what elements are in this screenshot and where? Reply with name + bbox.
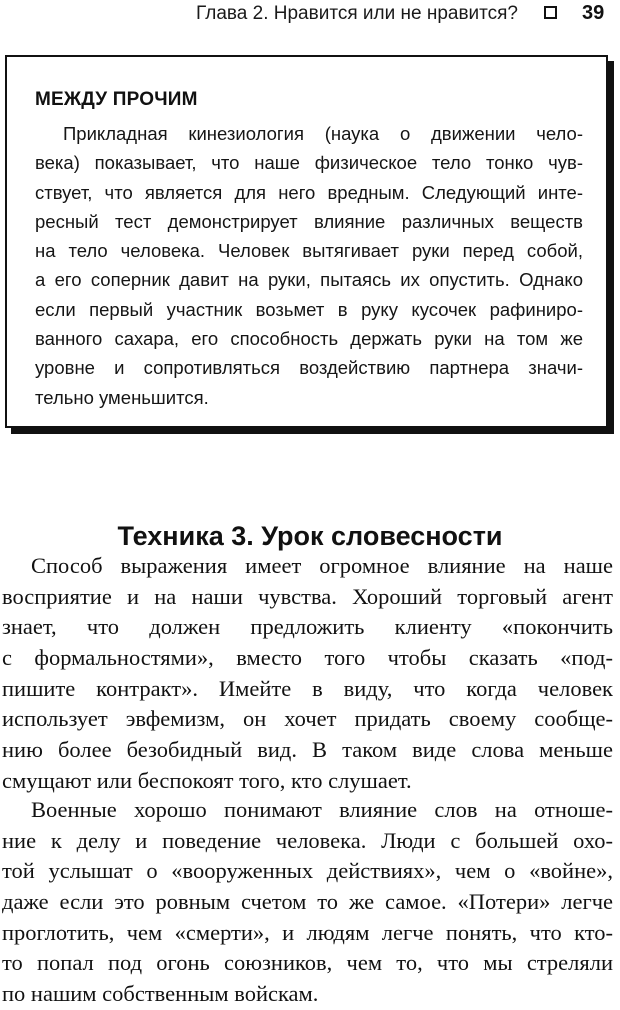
page-number: 39 xyxy=(582,2,605,24)
chapter-title: Глава 2. Нравится или не нравится? xyxy=(196,3,518,24)
sidebar-line: ствует, что является для него вредным. Следующий инте- xyxy=(35,181,583,203)
body-line: пишите контракт». Имейте в виду, что когда человек xyxy=(2,675,613,701)
body-line: даже если это ровным счетом то же самое. «Потери» легче xyxy=(2,889,613,915)
body-line: Способ выражения имеет огромное влияние на наше xyxy=(31,553,613,578)
body-line: смущают или беспокоят того, кто слушает. xyxy=(2,767,412,793)
sidebar-line: а его соперник давит на руки, пытаясь их опустить. Однако xyxy=(35,269,583,291)
sidebar-text xyxy=(35,119,583,412)
sidebar-line: тельно уменьшится. xyxy=(35,386,209,408)
body-line: знает, что должен предложить клиенту «покончить xyxy=(2,614,613,640)
sidebar-box xyxy=(5,55,608,428)
sidebar-line: века) показывает, что наше физическое тело тонко чув- xyxy=(35,152,583,174)
body-line: восприятие и на наши чувства. Хороший торговый агент xyxy=(2,583,613,609)
body-line: с формальностями», вместо того чтобы сказать «под- xyxy=(2,645,613,671)
sidebar-line: на тело человека. Человек вытягивает руки перед собой, xyxy=(35,240,583,262)
running-head xyxy=(0,0,620,30)
sidebar-line: если первый участник возьмет в руку кусочек рафиниро- xyxy=(35,298,583,320)
body-line: то попал под огонь союзников, чем то, что мы стреляли xyxy=(2,950,613,976)
body-paragraph xyxy=(2,795,613,1010)
sidebar-title: МЕЖДУ ПРОЧИМ xyxy=(35,89,198,110)
body-line: по нашим собственным войскам. xyxy=(2,981,319,1007)
body-line: использует эвфемизм, он хочет придать своему сообще- xyxy=(2,706,613,732)
sidebar-line: Прикладная кинезиология (наука о движении чело- xyxy=(63,123,583,144)
body-line: нию более безобидный вид. В таком виде слова меньше xyxy=(2,737,613,763)
section-heading: Техника 3. Урок словесности xyxy=(117,521,503,552)
body-line: проглотить, чем «смерти», и людям легче понять, что кто- xyxy=(2,919,613,945)
body-line: Военные хорошо понимают влияние слов на отноше- xyxy=(31,797,613,822)
body-line: ние к делу и поведение человека. Люди с большей охо- xyxy=(2,827,613,853)
sidebar-line: ресный тест демонстрирует влияние различных веществ xyxy=(35,210,583,232)
sidebar-line: уровне и сопротивляться воздействию партнера значи- xyxy=(35,357,583,379)
body-paragraph xyxy=(2,551,613,797)
sidebar-line: ванного сахара, его способность держать руки на том же xyxy=(35,328,583,350)
body-line: той услышат о «вооруженных действиях», чем о «войне», xyxy=(2,858,613,884)
hollow-square-icon xyxy=(544,6,557,19)
